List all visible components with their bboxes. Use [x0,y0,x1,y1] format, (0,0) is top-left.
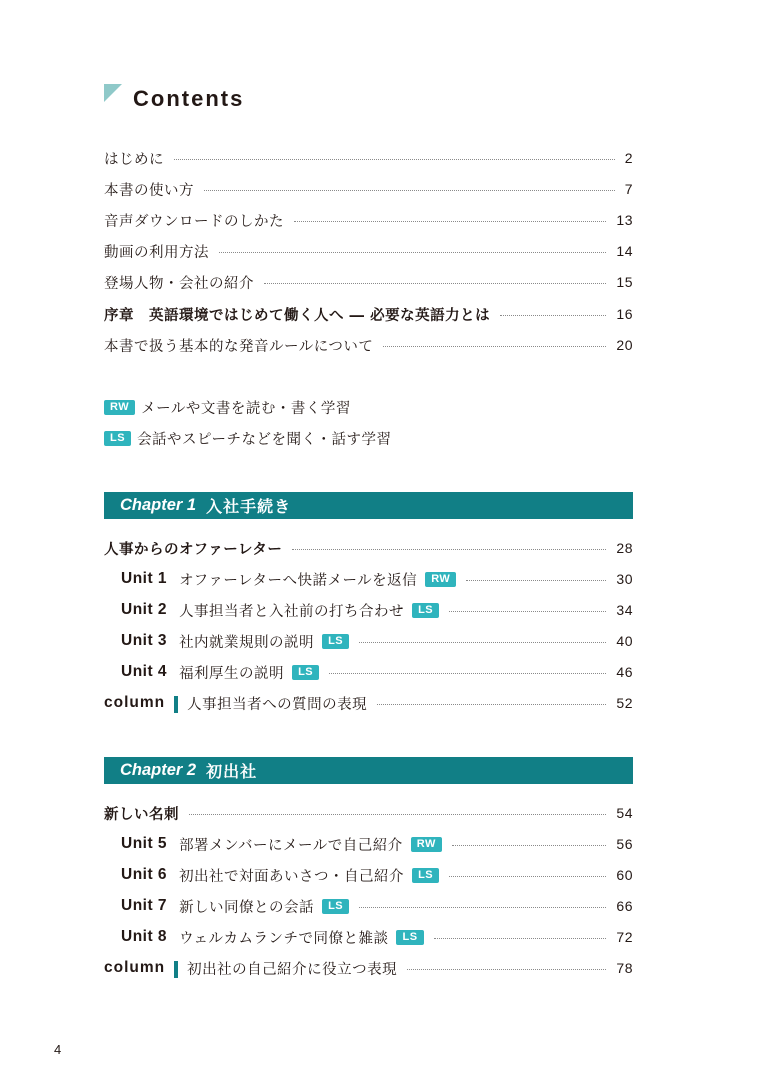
ls-badge: LS [396,930,423,945]
toc-entry-page: 20 [616,337,633,353]
leader-dots [264,283,606,284]
toc-entry-label: はじめに [104,151,164,168]
toc-entry-page: 14 [616,243,633,259]
unit-number: Unit 1 [121,570,168,587]
leader-dots [449,611,606,612]
chapter-title: 初出社 [206,762,258,781]
column-divider-bar [174,961,178,978]
legend-text: 会話やスピーチなどを聞く・話す学習 [137,432,392,448]
toc-entry-label: 動画の利用方法 [104,244,209,261]
unit-number: Unit 3 [121,632,168,649]
leader-dots [292,549,606,550]
leader-dots [383,346,606,347]
unit-number: Unit 5 [121,835,168,852]
leader-dots [500,315,606,316]
toc-entry-label: 登場人物・会社の紹介 [104,275,254,292]
rw-badge: RW [425,572,456,587]
toc-entry[interactable] [104,302,633,326]
toc-entry[interactable] [104,333,633,357]
toc-entry-label: 新しい名刺 [104,806,179,823]
leader-dots [466,580,606,581]
leader-dots [452,845,607,846]
unit-page: 72 [616,929,633,945]
unit-number: Unit 7 [121,897,168,914]
unit-page: 30 [616,571,633,587]
column-title: 初出社の自己紹介に役立つ表現 [187,961,398,978]
unit-entry[interactable] [121,863,633,887]
unit-page: 66 [616,898,633,914]
unit-title: ウェルカムランチで同僚と雑談 [179,930,389,947]
leader-dots [449,876,606,877]
toc-entry[interactable] [104,146,633,170]
toc-entry-label: 本書で扱う基本的な発音ルールについて [104,338,374,355]
toc-entry-label: 本書の使い方 [104,182,194,199]
unit-title: 新しい同僚との会話 [179,899,315,916]
toc-entry-page: 7 [624,181,633,197]
column-word: column [104,694,166,711]
legend-text: メールや文書を読む・書く学習 [141,401,351,417]
chapter-1-header [104,492,633,519]
unit-title: 福利厚生の説明 [179,665,285,682]
leader-dots [359,907,606,908]
chapter-label: Chapter 2 [120,761,197,779]
chapter-title: 入社手続き [206,497,292,516]
leader-dots [377,704,606,705]
column-word: column [104,959,166,976]
unit-entry[interactable] [121,629,633,653]
toc-entry[interactable] [104,536,633,560]
column-entry[interactable] [104,691,633,715]
toc-entry-page: 13 [616,212,633,228]
leader-dots [174,159,615,160]
leader-dots [359,642,606,643]
unit-number: Unit 2 [121,601,168,618]
leader-dots [204,190,615,191]
unit-page: 34 [616,602,633,618]
unit-entry[interactable] [121,894,633,918]
leader-dots [189,814,606,815]
toc-entry[interactable] [104,239,633,263]
unit-number: Unit 6 [121,866,168,883]
unit-entry[interactable] [121,832,633,856]
chapter-label: Chapter 1 [120,496,197,514]
toc-entry-page: 16 [616,306,633,322]
column-page: 52 [616,695,633,711]
page-number: 4 [54,1042,62,1057]
unit-page: 60 [616,867,633,883]
leader-dots [219,252,606,253]
unit-number: Unit 8 [121,928,168,945]
unit-page: 56 [616,836,633,852]
rw-badge: RW [104,400,135,415]
unit-title: 初出社で対面あいさつ・自己紹介 [179,868,405,885]
column-title: 人事担当者への質問の表現 [187,696,368,713]
toc-entry-page: 15 [616,274,633,290]
toc-entry-page: 28 [616,540,633,556]
unit-page: 46 [616,664,633,680]
ls-badge: LS [412,603,439,618]
unit-title: 社内就業規則の説明 [179,634,315,651]
leader-dots [329,673,606,674]
unit-page: 40 [616,633,633,649]
corner-triangle-decoration [104,84,122,102]
toc-entry-label: 音声ダウンロードのしかた [104,213,284,230]
ls-badge: LS [104,431,131,446]
unit-number: Unit 4 [121,663,168,680]
column-divider-bar [174,696,178,713]
unit-title: 人事担当者と入社前の打ち合わせ [179,603,405,620]
toc-entry[interactable] [104,177,633,201]
toc-entry[interactable] [104,208,633,232]
unit-entry[interactable] [121,660,633,684]
toc-entry-page: 2 [624,150,633,166]
unit-title: 部署メンバーにメールで自己紹介 [179,837,403,854]
leader-dots [407,969,606,970]
leader-dots [294,221,606,222]
toc-entry[interactable] [104,801,633,825]
legend-rw [104,397,351,418]
toc-entry-page: 54 [616,805,633,821]
unit-entry[interactable] [121,925,633,949]
legend-ls [104,428,391,449]
ls-badge: LS [292,665,319,680]
column-entry[interactable] [104,956,633,980]
page-title: Contents [133,86,245,111]
ls-badge: LS [412,868,439,883]
leader-dots [434,938,607,939]
unit-entry[interactable] [121,567,633,591]
unit-entry[interactable] [121,598,633,622]
toc-entry[interactable] [104,270,633,294]
ls-badge: LS [322,899,349,914]
ls-badge: LS [322,634,349,649]
toc-entry-label: 序章 英語環境ではじめて働く人へ ― 必要な英語力とは [104,307,491,324]
toc-entry-label: 人事からのオファーレター [104,541,283,558]
rw-badge: RW [411,837,442,852]
unit-title: オファーレターへ快諾メールを返信 [179,572,418,589]
column-page: 78 [616,960,633,976]
chapter-2-header [104,757,633,784]
